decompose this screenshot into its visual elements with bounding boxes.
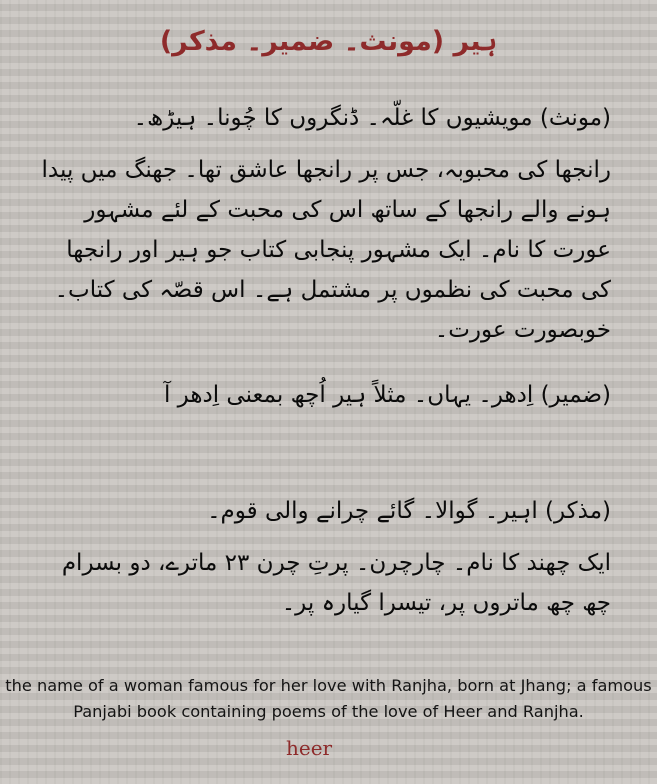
entry-title: ہیر (مونث۔ ضمیر۔ مذکر) bbox=[159, 26, 498, 57]
meter-meaning: ایک چھند کا نام۔ چارچرن۔ پرتِ چرن ۲۳ ماترے، دو بسرام چھ چھ ماتروں پر، تیسرا گیارہ پر۔ bbox=[61, 550, 611, 616]
heroine-meaning: رانجھا کی محبوبہ، جس پر رانجھا عاشق تھا۔ جھنگ میں پیدا ہونے والے رانجھا کے ساتھ اس کی محبت کے لئے مشہور عورت کا نام۔ ایک مشہور پنجابی کتاب جو ہیر اور رانجھا کی محبت کی نظموں پر مشتمل ہے۔ اس قصّہ کی کتاب۔ خوبصورت عورت۔ bbox=[41, 157, 611, 344]
english-definition: the name of a woman famous for her love with Ranjha, born at Jhang; a famous Panjabi book containing poems of the love of Heer and Ranjha. bbox=[5, 676, 652, 721]
feminine-meaning: (مونث) مویشیوں کا غلّہ۔ ڈنگروں کا چُونا۔ ہیڑھ۔ bbox=[133, 105, 611, 131]
masculine-meaning: (مذکر) اہیر۔ گوالا۔ گائے چرانے والی قوم۔ bbox=[207, 498, 611, 524]
pronoun-meaning: (ضمیر) اِدھر۔ یہاں۔ مثلاً ہیر اُچھ بمعنی اِدھر آ bbox=[163, 382, 611, 408]
romanized-word: heer bbox=[286, 736, 333, 760]
